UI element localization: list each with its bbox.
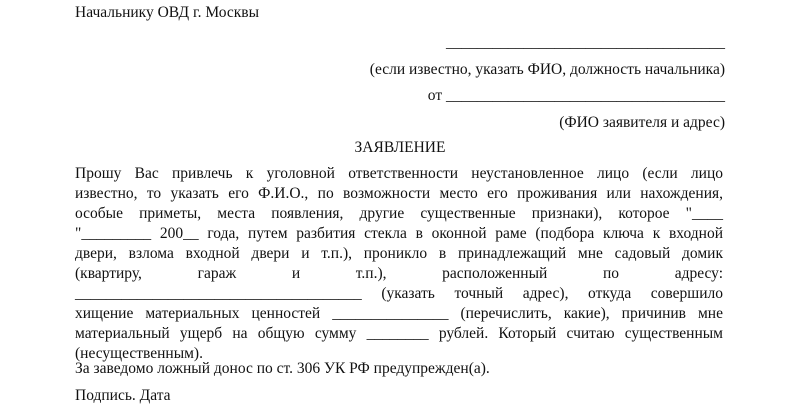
applicant-hint: (ФИО заявителя и адрес) (559, 114, 725, 131)
body-line: _____________________________________ (указать точный адрес), откуда совершило (75, 285, 723, 302)
signature-date-line: Подпись. Дата (75, 387, 171, 404)
body-line: (несущественным). (75, 345, 203, 362)
document-title: ЗАЯВЛЕНИЕ (354, 139, 446, 156)
body-line: "_________ 200__ года, путем разбития стекла в оконной раме (подбора ключа к входной (75, 225, 723, 242)
from-prefix: от (427, 87, 443, 104)
boss-name-blank: ____________________________________ (446, 34, 725, 51)
statement-body (75, 164, 723, 364)
body-line: двери, взлома входной двери и т.п.), проникло в принадлежащий мне садовый домик (75, 245, 723, 262)
body-line: материальный ущерб на общую сумму ________ рублей. Который считаю существенным (75, 325, 723, 342)
body-line: Прошу Вас привлечь к уголовной ответственности неустановленное лицо (если лицо (75, 165, 723, 182)
body-line: хищение материальных ценностей _______________ (перечислить, какие), причинив мне (75, 305, 723, 322)
applicant-blank: ____________________________________ (446, 87, 725, 104)
body-line: известно, то указать его Ф.И.О., по возможности место его проживания или нахождения, (75, 185, 723, 202)
addressee-line: Начальнику ОВД г. Москвы (75, 4, 260, 21)
false-report-warning: За заведомо ложный донос по ст. 306 УК РФ предупрежден(а). (75, 360, 490, 377)
body-line: (квартиру, гараж и т.п.), расположенный по адресу: (75, 265, 723, 282)
body-line: особые приметы, места появления, другие существенные признаки), которое "____ (75, 205, 723, 222)
from-line (428, 86, 725, 106)
boss-hint: (если известно, указать ФИО, должность начальника) (369, 61, 725, 78)
